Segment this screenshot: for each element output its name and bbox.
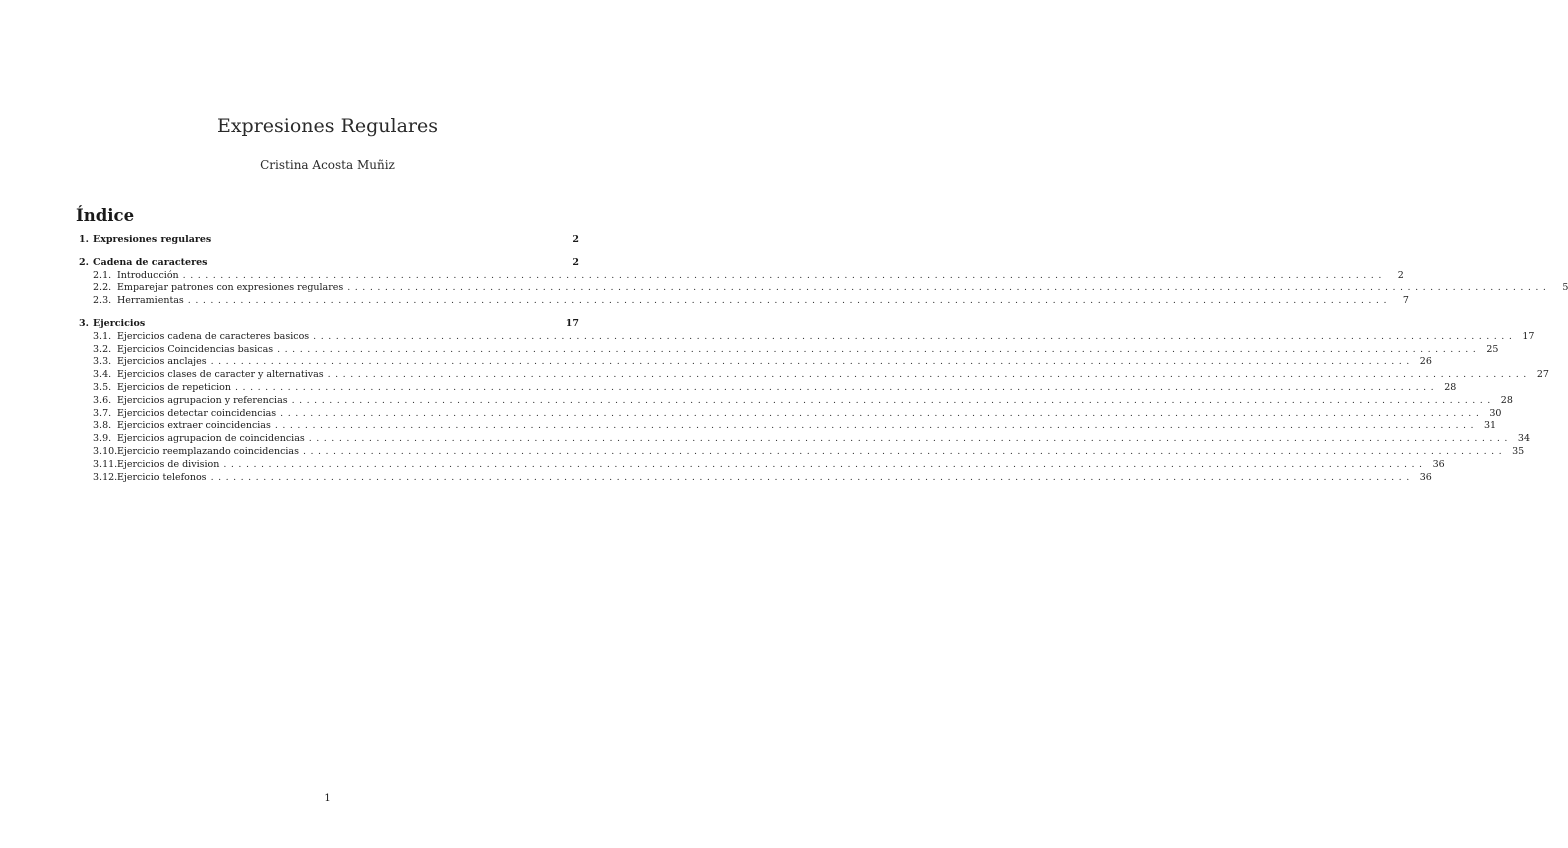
toc-section	[79, 256, 1568, 308]
toc-entry-page: 7	[1402, 295, 1409, 307]
toc-entry-page: 34	[1517, 433, 1531, 445]
toc-entry-label: Ejercicios de repeticion	[117, 381, 232, 393]
toc-entry-number: 3.6.	[93, 394, 112, 406]
toc-section-entry[interactable]	[79, 234, 579, 247]
toc-subsection-entry[interactable]	[79, 433, 1531, 446]
toc-entry-page: 17	[1522, 330, 1535, 342]
toc-subsection-entry[interactable]	[79, 343, 1499, 357]
toc-entry-page: 30	[1489, 407, 1502, 419]
toc-dot-leader: ................................................................................................................................................................	[327, 369, 1531, 381]
table-of-contents	[79, 234, 1568, 494]
toc-entry-label: Ejercicios agrupacion y referencias	[117, 394, 288, 406]
toc-dot-leader: ................................................................................................................................................................	[187, 295, 1391, 307]
toc-section-entry[interactable]	[79, 318, 579, 331]
toc-subsection-entry[interactable]	[79, 407, 1502, 421]
toc-entry-number: 2.2.	[93, 282, 112, 294]
toc-entry-label: Ejercicios extraer coincidencias	[117, 420, 271, 432]
toc-heading: Índice	[76, 206, 135, 225]
toc-subsection-entry[interactable]	[79, 420, 1497, 433]
toc-entry-number: 3.3.	[93, 356, 112, 368]
toc-entry-label: Ejercicios clases de caracter y alternativas	[117, 369, 324, 381]
toc-entry-number: 3.8.	[93, 420, 112, 432]
toc-entry-label: Ejercicio telefonos	[117, 471, 207, 483]
toc-entry-number: 3.9.	[93, 433, 112, 445]
toc-dot-leader: ................................................................................................................................................................	[210, 471, 1414, 483]
toc-entry-page: 27	[1536, 369, 1549, 381]
toc-entry-label: Ejercicios agrupacion de coincidencias	[117, 433, 305, 445]
toc-entry-label: Ejercicios	[93, 317, 146, 329]
toc-dot-leader: ................................................................................................................................................................	[347, 282, 1551, 294]
toc-entry-label: Expresiones regulares	[93, 234, 212, 245]
toc-entry-label: Ejercicios anclajes	[117, 356, 207, 368]
toc-entry-number: 2.3.	[93, 295, 112, 307]
toc-entry-number: 1.	[79, 234, 89, 245]
toc-subsection-entry[interactable]	[79, 445, 1525, 459]
toc-entry-number: 3.	[79, 317, 89, 329]
toc-entry-label: Emparejar patrones con expresiones regulares	[117, 282, 344, 294]
toc-dot-leader: ................................................................................................................................................................	[302, 445, 1507, 457]
toc-entry-page: 5	[1562, 282, 1568, 294]
toc-subsection-entry[interactable]	[79, 269, 1404, 283]
toc-subsection-entry[interactable]	[79, 356, 1432, 369]
toc-entry-page: 36	[1419, 471, 1432, 483]
toc-entry-label: Ejercicios Coincidencias basicas	[117, 343, 274, 355]
toc-section-entry[interactable]	[79, 257, 579, 270]
toc-entry-label: Herramientas	[117, 295, 184, 307]
toc-subsection-entry[interactable]	[79, 381, 1457, 395]
toc-dot-leader: ................................................................................................................................................................	[277, 343, 1481, 355]
toc-section	[79, 234, 579, 247]
document-author: Cristina Acosta Muñiz	[260, 158, 395, 172]
toc-entry-number: 3.1.	[93, 330, 112, 342]
toc-entry-number: 2.1.	[93, 269, 112, 281]
toc-entry-number: 2.	[79, 256, 89, 268]
toc-entry-number: 3.4.	[93, 369, 112, 381]
toc-subsection-entry[interactable]	[79, 369, 1549, 382]
toc-dot-leader: ................................................................................................................................................................	[210, 356, 1414, 368]
toc-entry-label: Ejercicios detectar coincidencias	[117, 407, 277, 419]
toc-entry-label: Ejercicios de division	[117, 458, 220, 470]
toc-dot-leader: ................................................................................................................................................................	[291, 394, 1495, 406]
toc-dot-leader: ................................................................................................................................................................	[235, 381, 1439, 393]
toc-dot-leader: ................................................................................................................................................................	[313, 330, 1517, 342]
toc-entry-label: Cadena de caracteres	[93, 256, 208, 268]
toc-subsection-entry[interactable]	[79, 282, 1568, 295]
toc-subsection-entry[interactable]	[79, 394, 1513, 408]
toc-entry-number: 3.7.	[93, 407, 112, 419]
toc-entry-page: 25	[1486, 343, 1499, 355]
toc-dot-leader: ................................................................................................................................................................	[182, 269, 1386, 281]
toc-subsection-entry[interactable]	[79, 471, 1432, 485]
toc-subsection-entry[interactable]	[79, 458, 1445, 472]
toc-subsection-entry[interactable]	[79, 330, 1535, 344]
toc-subsection-entry[interactable]	[79, 295, 1409, 308]
toc-dot-leader: ................................................................................................................................................................	[308, 433, 1512, 445]
toc-entry-label: Ejercicio reemplazando coincidencias	[117, 445, 299, 457]
toc-entry-page: 28	[1500, 394, 1513, 406]
toc-dot-leader: ................................................................................................................................................................	[280, 407, 1484, 419]
toc-entry-page: 2	[572, 234, 579, 245]
toc-entry-label: Introducción	[117, 269, 179, 281]
toc-dot-leader: ................................................................................................................................................................	[223, 458, 1427, 470]
toc-entry-number: 3.5.	[93, 381, 112, 393]
toc-entry-page: 26	[1419, 356, 1432, 368]
toc-entry-label: Ejercicios cadena de caracteres basicos	[117, 330, 310, 342]
toc-entry-number: 3.10.	[93, 445, 118, 457]
page-number: 1	[324, 793, 331, 804]
toc-entry-number: 3.11.	[93, 458, 118, 470]
toc-entry-page: 35	[1512, 445, 1525, 457]
toc-entry-page: 2	[572, 256, 579, 268]
toc-section	[79, 317, 1549, 484]
document-title: Expresiones Regulares	[216, 115, 439, 137]
toc-entry-number: 3.2.	[93, 343, 112, 355]
toc-dot-leader: ................................................................................................................................................................	[274, 420, 1479, 432]
toc-entry-page: 17	[565, 317, 579, 329]
toc-entry-page: 36	[1432, 458, 1445, 470]
toc-entry-number: 3.12.	[93, 471, 118, 483]
toc-entry-page: 2	[1397, 269, 1404, 281]
toc-entry-page: 28	[1444, 381, 1457, 393]
toc-entry-page: 31	[1484, 420, 1497, 432]
